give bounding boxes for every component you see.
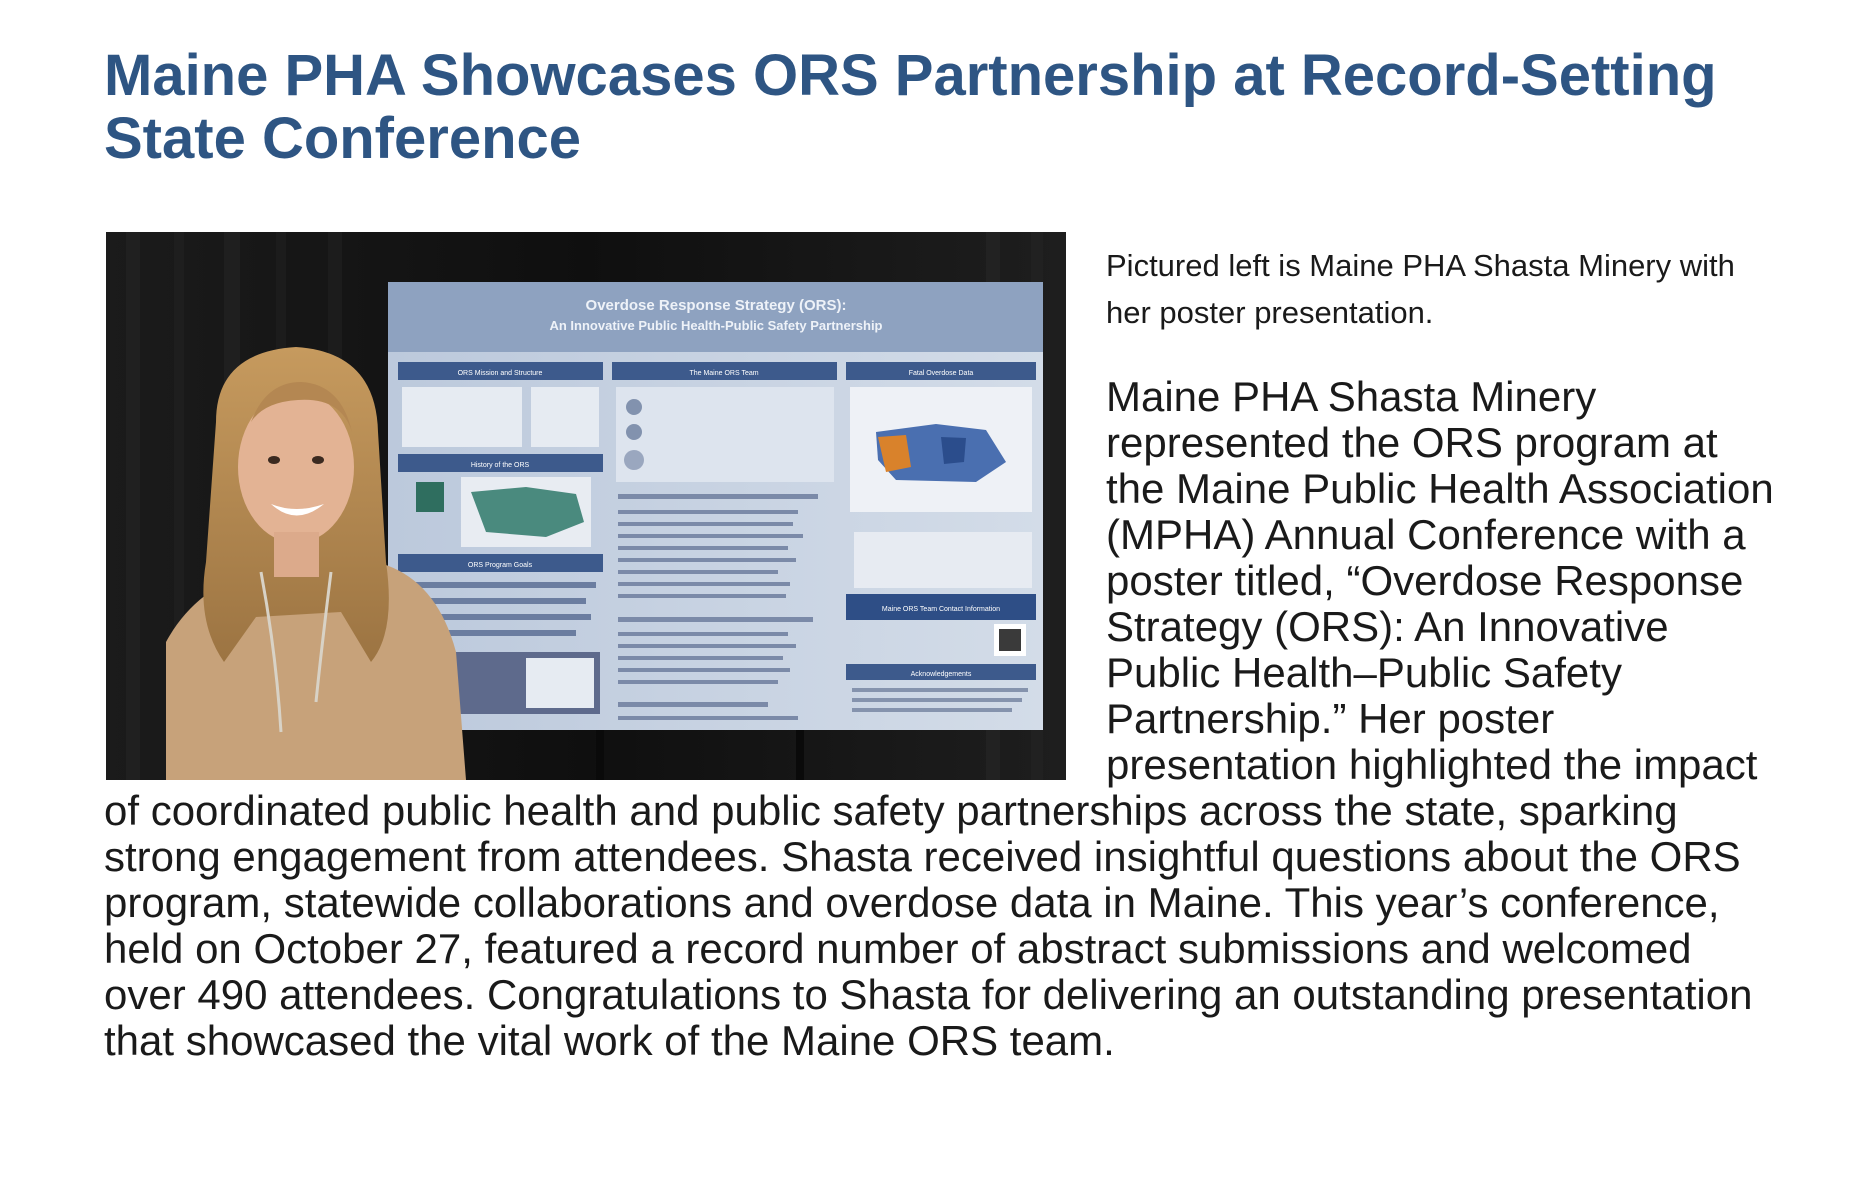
article-headline: Maine PHA Showcases ORS Partnership at Record-Setting State Conference bbox=[104, 43, 1717, 171]
poster-title-line2: An Innovative Public Health-Public Safety Partnership bbox=[549, 318, 883, 333]
svg-text:The Maine ORS Team: The Maine ORS Team bbox=[689, 370, 759, 377]
svg-text:History of the ORS: History of the ORS bbox=[470, 462, 530, 469]
article-body bbox=[104, 232, 1784, 1064]
svg-text:Fatal Overdose Data: Fatal Overdose Data bbox=[908, 370, 974, 377]
svg-text:Maine ORS Team Contact Informa: Maine ORS Team Contact Information bbox=[881, 606, 1001, 613]
svg-text:ORS Program Goals: ORS Program Goals bbox=[467, 562, 533, 569]
photo-illustration bbox=[106, 232, 1066, 780]
article-body-text: Maine PHA Shasta Minery represented the ORS program at the Maine Public Health Association (MPHA) Annual Conference with a poster titled, “Overdose Response Strategy (ORS): An Innovative Public Health–Public Safety Partnership.” Her poster presentation highlighted the impact of coordinated public health and public safety partnerships across the state, sparking strong engagement from attendees. Shasta received insightful questions about the ORS program, statewide collaborations and overdose data in Maine. This year’s conference, held on October 27, featured a record number of abstract submissions and welcomed over 490 attendees. Congratulations to Shasta for delivering an outstanding presentation that showcased the vital work of the Maine ORS team. bbox=[104, 373, 1774, 1064]
poster-title-line1: Overdose Response Strategy (ORS): bbox=[585, 297, 847, 314]
svg-text:Acknowledgements: Acknowledgements bbox=[910, 671, 972, 678]
photo-caption: Pictured left is Maine PHA Shasta Minery with her poster presentation. bbox=[1106, 248, 1735, 330]
poster-section-label: ORS Mission and Structure bbox=[457, 370, 543, 377]
poster-title-band bbox=[388, 282, 1043, 352]
article-photo bbox=[106, 232, 1066, 780]
